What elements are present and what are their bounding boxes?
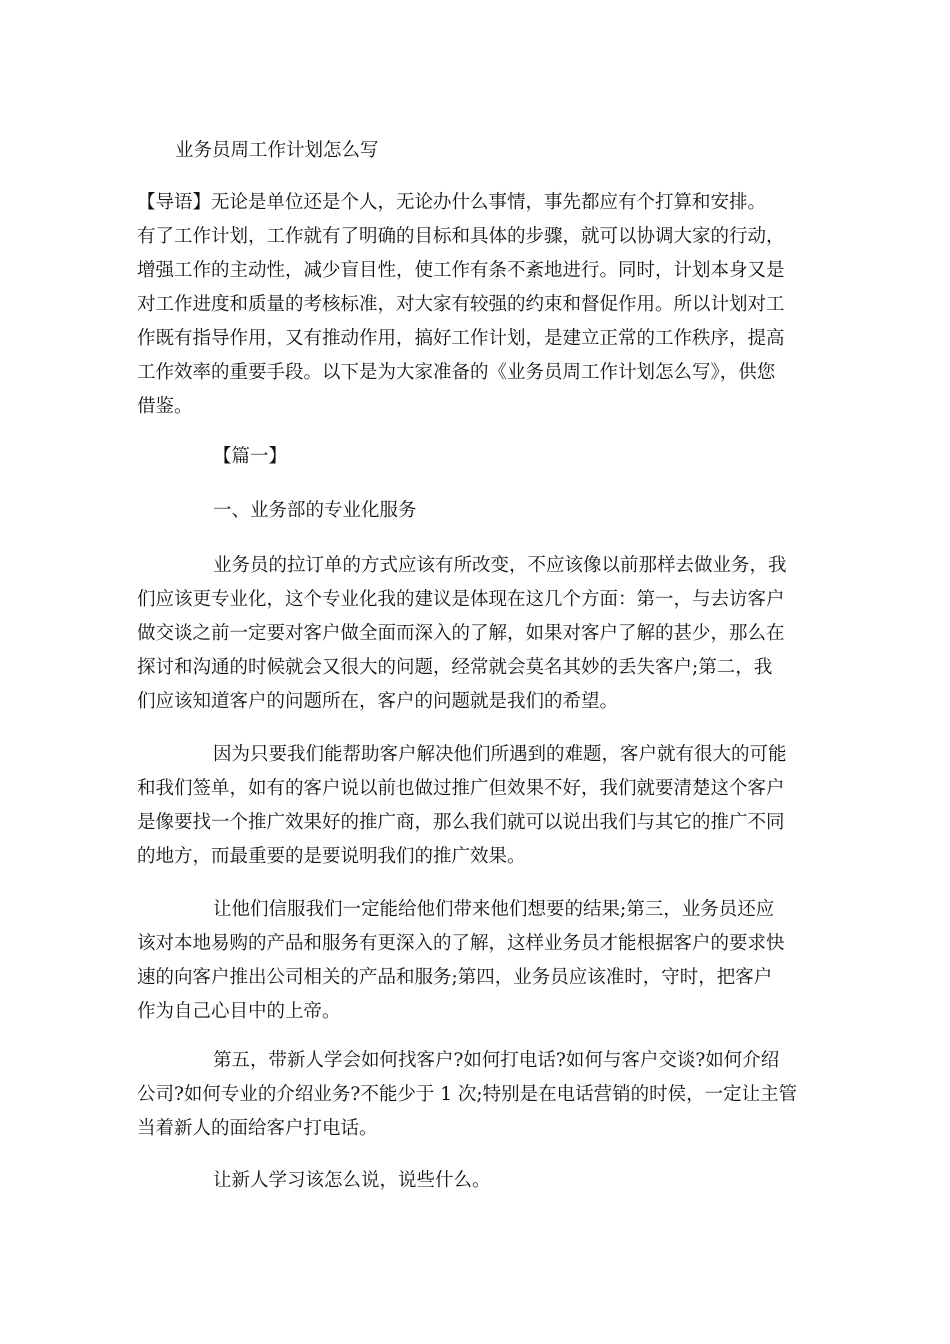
document-title: 业务员周工作计划怎么写 <box>175 140 379 161</box>
intro-line: 作既有指导作用，又有推动作用，搞好工作计划，是建立正常的工作秩序，提高 <box>137 328 785 349</box>
paragraph-line: 速的向客户推出公司相关的产品和服务;第四，业务员应该准时，守时，把客户 <box>137 967 773 988</box>
paragraph-line: 作为自己心目中的上帝。 <box>137 1001 341 1022</box>
paragraph-line: 公司?如何专业的介绍业务?不能少于 1 次;特别是在电话营销的时侯，一定让主管 <box>137 1084 798 1105</box>
intro-line: 对工作进度和质量的考核标准，对大家有较强的约束和督促作用。所以计划对工 <box>137 294 785 315</box>
paragraph-line: 业务员的拉订单的方式应该有所改变，不应该像以前那样去做业务，我 <box>213 555 787 576</box>
paragraph-line: 和我们签单，如有的客户说以前也做过推广但效果不好，我们就要清楚这个客户 <box>137 778 785 799</box>
intro-line: 【导语】无论是单位还是个人，无论办什么事情，事先都应有个打算和安排。 <box>137 192 767 213</box>
section-heading: 一、业务部的专业化服务 <box>213 500 417 521</box>
paragraph-line: 因为只要我们能帮助客户解决他们所遇到的难题，客户就有很大的可能 <box>213 744 787 765</box>
paragraph-line: 们应该更专业化，这个专业化我的建议是体现在这几个方面：第一，与去访客户 <box>137 589 785 610</box>
intro-line: 工作效率的重要手段。以下是为大家准备的《业务员周工作计划怎么写》，供您 <box>137 362 776 383</box>
paragraph-line: 的地方，而最重要的是要说明我们的推广效果。 <box>137 846 526 867</box>
section-label: 【篇一】 <box>213 446 288 467</box>
paragraph-line: 当着新人的面给客户打电话。 <box>137 1118 378 1139</box>
paragraph-line: 让他们信服我们一定能给他们带来他们想要的结果;第三，业务员还应 <box>213 899 775 920</box>
intro-line: 有了工作计划，工作就有了明确的目标和具体的步骤，就可以协调大家的行动， <box>137 226 785 247</box>
paragraph-line: 探讨和沟通的时候就会又很大的问题，经常就会莫名其妙的丢失客户;第二，我 <box>137 657 773 678</box>
paragraph-line: 第五，带新人学会如何找客户?如何打电话?如何与客户交谈?如何介绍 <box>213 1050 780 1071</box>
intro-line: 借鉴。 <box>137 396 193 417</box>
paragraph-line: 是像要找一个推广效果好的推广商，那么我们就可以说出我们与其它的推广不同 <box>137 812 785 833</box>
paragraph-line: 做交谈之前一定要对客户做全面而深入的了解，如果对客户了解的甚少，那么在 <box>137 623 785 644</box>
paragraph-line: 该对本地易购的产品和服务有更深入的了解，这样业务员才能根据客户的要求快 <box>137 933 785 954</box>
paragraph-line: 让新人学习该怎么说，说些什么。 <box>213 1170 491 1191</box>
paragraph-line: 们应该知道客户的问题所在，客户的问题就是我们的希望。 <box>137 691 619 712</box>
intro-line: 增强工作的主动性，减少盲目性，使工作有条不紊地进行。同时，计划本身又是 <box>137 260 785 281</box>
